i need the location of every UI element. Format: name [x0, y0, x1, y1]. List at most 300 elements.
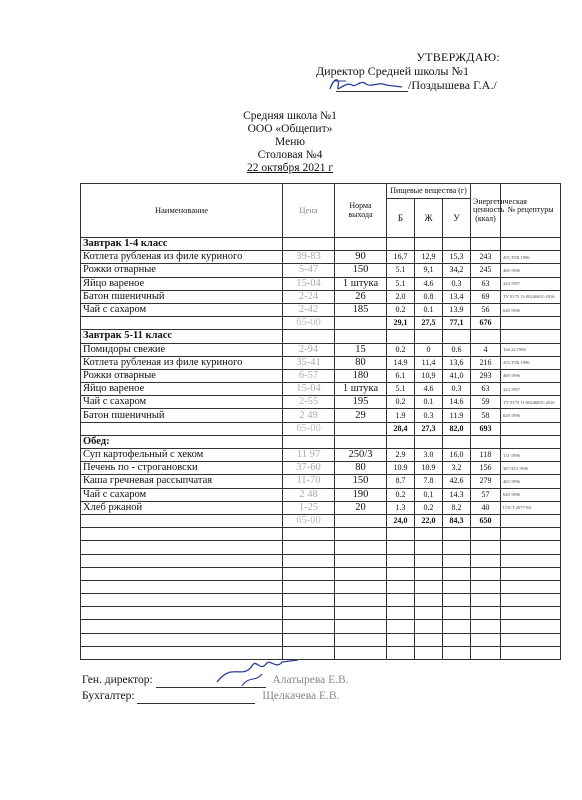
empty-cell: [335, 330, 387, 343]
empty-cell: [415, 435, 443, 448]
section-header-row: [81, 435, 561, 448]
approval-signature-line: [300, 78, 540, 92]
dish-price: 5-47: [283, 264, 335, 277]
dish-carbs: 8.2: [443, 501, 471, 514]
dish-carbs: 0.6: [443, 343, 471, 356]
document-header: [190, 110, 390, 175]
dish-recipe: ТУ 9175 11-00246831-2016: [501, 396, 561, 409]
dish-norm: 185: [335, 303, 387, 316]
empty-cell: [387, 435, 415, 448]
dish-carbs: 13.9: [443, 303, 471, 316]
dish-fat: 12,9: [415, 251, 443, 264]
empty-cell: [443, 567, 471, 580]
dish-recipe: 628 1996: [501, 409, 561, 422]
dish-carbs: 0.3: [443, 383, 471, 396]
dish-recipe: 469 1996: [501, 264, 561, 277]
section-total-row: [81, 317, 561, 330]
dish-energy: 59: [471, 396, 501, 409]
dish-price: 2-42: [283, 303, 335, 316]
dish-norm: 250/3: [335, 449, 387, 462]
dish-norm: 150: [335, 475, 387, 488]
col-header-u: У: [443, 199, 471, 238]
total-protein: 24,0: [387, 514, 415, 527]
empty-cell: [471, 330, 501, 343]
total-protein: 28,4: [387, 422, 415, 435]
col-header-zh: Ж: [415, 199, 443, 238]
empty-cell: [283, 541, 335, 554]
empty-cell: [283, 435, 335, 448]
dish-fat: 10,9: [415, 369, 443, 382]
dish-protein: 2.9: [387, 449, 415, 462]
accountant-name: Щелкачева Е.В.: [262, 690, 340, 702]
canteen-name: Столовая №4: [257, 149, 323, 161]
empty-cell: [443, 435, 471, 448]
empty-cell: [335, 514, 387, 527]
dish-norm: 80: [335, 356, 387, 369]
dish-fat: 0: [415, 343, 443, 356]
empty-cell: [283, 580, 335, 593]
empty-cell: [335, 238, 387, 251]
total-carbs: 77,1: [443, 317, 471, 330]
empty-cell: [387, 594, 415, 607]
empty-cell: [387, 541, 415, 554]
dish-carbs: 3.2: [443, 462, 471, 475]
dish-protein: 5.1: [387, 277, 415, 290]
col-header-recipe: № рецептуры: [501, 184, 561, 238]
empty-cell: [501, 330, 561, 343]
dish-carbs: 11.9: [443, 409, 471, 422]
dish-carbs: 14.6: [443, 396, 471, 409]
accountant-signature-row: [82, 688, 349, 704]
dish-fat: 9,1: [415, 264, 443, 277]
dish-price: 15-04: [283, 277, 335, 290]
empty-cell: [471, 435, 501, 448]
dish-price: 11-70: [283, 475, 335, 488]
empty-cell: [471, 607, 501, 620]
section-header-row: [81, 330, 561, 343]
approval-block: [300, 50, 540, 92]
empty-cell: [335, 317, 387, 330]
dish-fat: 0.2: [415, 501, 443, 514]
dish-recipe: 131 1996: [501, 449, 561, 462]
empty-cell: [335, 620, 387, 633]
empty-cell: [415, 554, 443, 567]
dish-protein: 5.1: [387, 264, 415, 277]
dish-norm: 1 штука: [335, 383, 387, 396]
dish-recipe: 324 1997: [501, 277, 561, 290]
section-header-row: [81, 238, 561, 251]
col-header-energy: Энергетическая ценность (ккал): [471, 184, 501, 238]
total-fat: 27,3: [415, 422, 443, 435]
dish-energy: 279: [471, 475, 501, 488]
general-director-signature-icon: [212, 652, 302, 692]
director-signature-row: [82, 672, 349, 688]
empty-cell: [443, 594, 471, 607]
empty-cell: [415, 528, 443, 541]
total-price: 65-00: [283, 514, 335, 527]
dish-norm: 195: [335, 396, 387, 409]
dish-price: 11 97: [283, 449, 335, 462]
dish-name: Котлета рубленая из филе куриного: [81, 356, 283, 369]
empty-cell: [335, 633, 387, 646]
dish-price: 2 49: [283, 409, 335, 422]
dish-name: Чай с сахаром: [81, 488, 283, 501]
director-label: Ген. директор:: [82, 674, 153, 686]
empty-row: [81, 607, 561, 620]
dish-price: 2-55: [283, 396, 335, 409]
col-header-norm: Норма выхода: [335, 184, 387, 238]
empty-cell: [501, 646, 561, 659]
empty-cell: [283, 238, 335, 251]
empty-cell: [387, 646, 415, 659]
empty-row: [81, 554, 561, 567]
empty-cell: [501, 580, 561, 593]
empty-cell: [81, 580, 283, 593]
dish-price: 1-25: [283, 501, 335, 514]
empty-cell: [335, 541, 387, 554]
dish-name: Помидоры свежие: [81, 343, 283, 356]
empty-cell: [501, 554, 561, 567]
empty-cell: [335, 528, 387, 541]
empty-cell: [335, 435, 387, 448]
dish-protein: 16,7: [387, 251, 415, 264]
menu-table: [80, 183, 561, 660]
total-energy: 676: [471, 317, 501, 330]
empty-cell: [501, 435, 561, 448]
dish-name: Чай с сахаром: [81, 396, 283, 409]
table-row: [81, 369, 561, 382]
approval-title: УТВЕРЖДАЮ:: [416, 50, 500, 64]
dish-recipe: 628 1996: [501, 303, 561, 316]
dish-price: 6-57: [283, 369, 335, 382]
dish-fat: 10.9: [415, 462, 443, 475]
table-row: [81, 449, 561, 462]
dish-protein: 0.2: [387, 488, 415, 501]
empty-cell: [81, 633, 283, 646]
dish-fat: 0.1: [415, 303, 443, 316]
empty-cell: [443, 633, 471, 646]
empty-cell: [335, 422, 387, 435]
dish-protein: 6.1: [387, 369, 415, 382]
dish-name: Хлеб ржаной: [81, 501, 283, 514]
table-row: [81, 462, 561, 475]
empty-cell: [443, 607, 471, 620]
empty-cell: [471, 633, 501, 646]
total-protein: 29,1: [387, 317, 415, 330]
empty-cell: [415, 580, 443, 593]
dish-energy: 156: [471, 462, 501, 475]
empty-cell: [443, 528, 471, 541]
empty-cell: [335, 646, 387, 659]
dish-recipe: 324 1997: [501, 383, 561, 396]
empty-cell: [415, 607, 443, 620]
dish-protein: 0.2: [387, 303, 415, 316]
dish-protein: 8.7: [387, 475, 415, 488]
empty-cell: [501, 620, 561, 633]
empty-cell: [283, 607, 335, 620]
dish-fat: 4.6: [415, 383, 443, 396]
section-total-row: [81, 514, 561, 527]
table-row: [81, 290, 561, 303]
dish-name: Яйцо вареное: [81, 383, 283, 396]
empty-cell: [415, 633, 443, 646]
dish-fat: 0.1: [415, 396, 443, 409]
dish-name: Чай с сахаром: [81, 303, 283, 316]
empty-cell: [501, 528, 561, 541]
dish-protein: 0.2: [387, 396, 415, 409]
dish-fat: 0.8: [415, 290, 443, 303]
empty-row: [81, 580, 561, 593]
empty-cell: [283, 594, 335, 607]
empty-cell: [81, 620, 283, 633]
empty-cell: [335, 607, 387, 620]
dish-energy: 245: [471, 264, 501, 277]
empty-cell: [81, 554, 283, 567]
dish-name: Яйцо вареное: [81, 277, 283, 290]
empty-row: [81, 646, 561, 659]
empty-cell: [283, 620, 335, 633]
accountant-label: Бухгалтер:: [82, 690, 135, 702]
dish-price: 39-83: [283, 251, 335, 264]
dish-energy: 58: [471, 409, 501, 422]
empty-cell: [335, 554, 387, 567]
dish-carbs: 13.4: [443, 290, 471, 303]
table-row: [81, 475, 561, 488]
company-name: ООО «Общепит»: [247, 123, 333, 135]
dish-carbs: 16.0: [443, 449, 471, 462]
total-price: 65-00: [283, 317, 335, 330]
total-carbs: 82,0: [443, 422, 471, 435]
document-title: Меню: [275, 136, 305, 148]
dish-protein: 2.0: [387, 290, 415, 303]
empty-cell: [471, 567, 501, 580]
empty-cell: [81, 541, 283, 554]
empty-cell: [415, 594, 443, 607]
empty-cell: [387, 620, 415, 633]
dish-name: Рожки отварные: [81, 264, 283, 277]
empty-cell: [415, 646, 443, 659]
table-row: [81, 383, 561, 396]
empty-cell: [415, 238, 443, 251]
empty-cell: [387, 330, 415, 343]
table-row: [81, 343, 561, 356]
dish-carbs: 34,2: [443, 264, 471, 277]
total-fat: 27,5: [415, 317, 443, 330]
table-row: [81, 396, 561, 409]
empty-cell: [387, 567, 415, 580]
col-header-price: Цена: [283, 184, 335, 238]
empty-cell: [501, 317, 561, 330]
dish-price: 35-41: [283, 356, 335, 369]
empty-cell: [283, 554, 335, 567]
col-header-b: Б: [387, 199, 415, 238]
empty-cell: [415, 541, 443, 554]
empty-cell: [387, 607, 415, 620]
dish-price: 37-60: [283, 462, 335, 475]
dish-recipe: 463 1996: [501, 475, 561, 488]
dish-recipe: 455,ТТК 1996: [501, 251, 561, 264]
dish-energy: 63: [471, 383, 501, 396]
dish-energy: 69: [471, 290, 501, 303]
dish-protein: 5.1: [387, 383, 415, 396]
dish-norm: 80: [335, 462, 387, 475]
dish-energy: 4: [471, 343, 501, 356]
dish-carbs: 15,3: [443, 251, 471, 264]
empty-cell: [283, 330, 335, 343]
empty-cell: [387, 554, 415, 567]
dish-carbs: 13,6: [443, 356, 471, 369]
table-row: [81, 488, 561, 501]
table-row: [81, 356, 561, 369]
empty-cell: [501, 567, 561, 580]
empty-cell: [443, 646, 471, 659]
dish-name: Рожки отварные: [81, 369, 283, 382]
dish-price: 15-04: [283, 383, 335, 396]
dish-price: 2 48: [283, 488, 335, 501]
dish-energy: 40: [471, 501, 501, 514]
dish-carbs: 42.6: [443, 475, 471, 488]
dish-protein: 10.9: [387, 462, 415, 475]
dish-norm: 180: [335, 369, 387, 382]
empty-row: [81, 594, 561, 607]
dish-energy: 118: [471, 449, 501, 462]
empty-cell: [501, 422, 561, 435]
empty-cell: [81, 514, 283, 527]
total-carbs: 84,3: [443, 514, 471, 527]
empty-cell: [81, 422, 283, 435]
dish-carbs: 0.3: [443, 277, 471, 290]
empty-cell: [471, 541, 501, 554]
dish-norm: 150: [335, 264, 387, 277]
dish-norm: 20: [335, 501, 387, 514]
dish-price: 2-24: [283, 290, 335, 303]
empty-cell: [443, 541, 471, 554]
empty-cell: [415, 620, 443, 633]
empty-cell: [283, 567, 335, 580]
empty-row: [81, 541, 561, 554]
table-row: [81, 409, 561, 422]
empty-cell: [443, 554, 471, 567]
table-row: [81, 264, 561, 277]
empty-cell: [443, 580, 471, 593]
empty-cell: [387, 528, 415, 541]
table-row: [81, 251, 561, 264]
dish-energy: 57: [471, 488, 501, 501]
dish-name: Котлета рубленая из филе куриного: [81, 251, 283, 264]
empty-cell: [501, 514, 561, 527]
dish-protein: 1.9: [387, 409, 415, 422]
empty-cell: [283, 633, 335, 646]
empty-cell: [335, 594, 387, 607]
table-row: [81, 277, 561, 290]
dish-norm: 26: [335, 290, 387, 303]
empty-row: [81, 528, 561, 541]
dish-energy: 216: [471, 356, 501, 369]
section-title: Завтрак 5-11 класс: [81, 330, 283, 343]
empty-cell: [81, 567, 283, 580]
empty-cell: [415, 567, 443, 580]
dish-carbs: 14.3: [443, 488, 471, 501]
footer-signatures: [82, 672, 349, 704]
total-fat: 22,0: [415, 514, 443, 527]
total-energy: 650: [471, 514, 501, 527]
dish-recipe: 387/353 1996: [501, 462, 561, 475]
section-total-row: [81, 422, 561, 435]
dish-name: Печень по - строгановски: [81, 462, 283, 475]
empty-cell: [81, 594, 283, 607]
dish-name: Каша гречневая рассыпчатая: [81, 475, 283, 488]
table-row: [81, 303, 561, 316]
dish-norm: 29: [335, 409, 387, 422]
dish-energy: 243: [471, 251, 501, 264]
dish-norm: 1 штука: [335, 277, 387, 290]
empty-cell: [501, 607, 561, 620]
approval-signer: /Поздышева Г.А./: [408, 78, 497, 92]
dish-fat: 0.1: [415, 488, 443, 501]
dish-norm: 190: [335, 488, 387, 501]
accountant-signature-line: [137, 693, 255, 704]
dish-protein: 0.2: [387, 343, 415, 356]
dish-recipe: Таб.24 1996: [501, 343, 561, 356]
dish-recipe: ТУ 9175 11-00246831-2016: [501, 290, 561, 303]
empty-cell: [471, 238, 501, 251]
dish-norm: 15: [335, 343, 387, 356]
dish-name: Суп картофельный с хеком: [81, 449, 283, 462]
dish-energy: 293: [471, 369, 501, 382]
dish-recipe: 455,ТТК 1996: [501, 356, 561, 369]
empty-cell: [387, 580, 415, 593]
empty-cell: [387, 633, 415, 646]
empty-row: [81, 620, 561, 633]
menu-table-body: [81, 238, 561, 660]
empty-cell: [471, 646, 501, 659]
dish-carbs: 41,0: [443, 369, 471, 382]
empty-cell: [81, 607, 283, 620]
dish-energy: 63: [471, 277, 501, 290]
dish-protein: 1.3: [387, 501, 415, 514]
empty-cell: [443, 620, 471, 633]
empty-cell: [443, 330, 471, 343]
dish-recipe: 469 1996: [501, 369, 561, 382]
empty-cell: [471, 528, 501, 541]
dish-name: Батон пшеничный: [81, 290, 283, 303]
total-energy: 693: [471, 422, 501, 435]
empty-cell: [81, 317, 283, 330]
empty-cell: [335, 567, 387, 580]
empty-cell: [387, 238, 415, 251]
empty-cell: [501, 633, 561, 646]
dish-recipe: 628 1996: [501, 488, 561, 501]
dish-fat: 0.3: [415, 409, 443, 422]
menu-date: 22 октября 2021 г: [246, 162, 334, 174]
dish-energy: 56: [471, 303, 501, 316]
dish-fat: 3.0: [415, 449, 443, 462]
empty-cell: [471, 580, 501, 593]
section-title: Завтрак 1-4 класс: [81, 238, 283, 251]
empty-cell: [283, 528, 335, 541]
director-name: Алатырева Е.В.: [272, 674, 349, 686]
empty-row: [81, 567, 561, 580]
empty-cell: [501, 541, 561, 554]
dish-fat: 4.6: [415, 277, 443, 290]
empty-cell: [471, 594, 501, 607]
dish-name: Батон пшеничный: [81, 409, 283, 422]
empty-cell: [501, 238, 561, 251]
dish-fat: 7.8: [415, 475, 443, 488]
empty-cell: [81, 528, 283, 541]
empty-row: [81, 633, 561, 646]
empty-cell: [471, 620, 501, 633]
